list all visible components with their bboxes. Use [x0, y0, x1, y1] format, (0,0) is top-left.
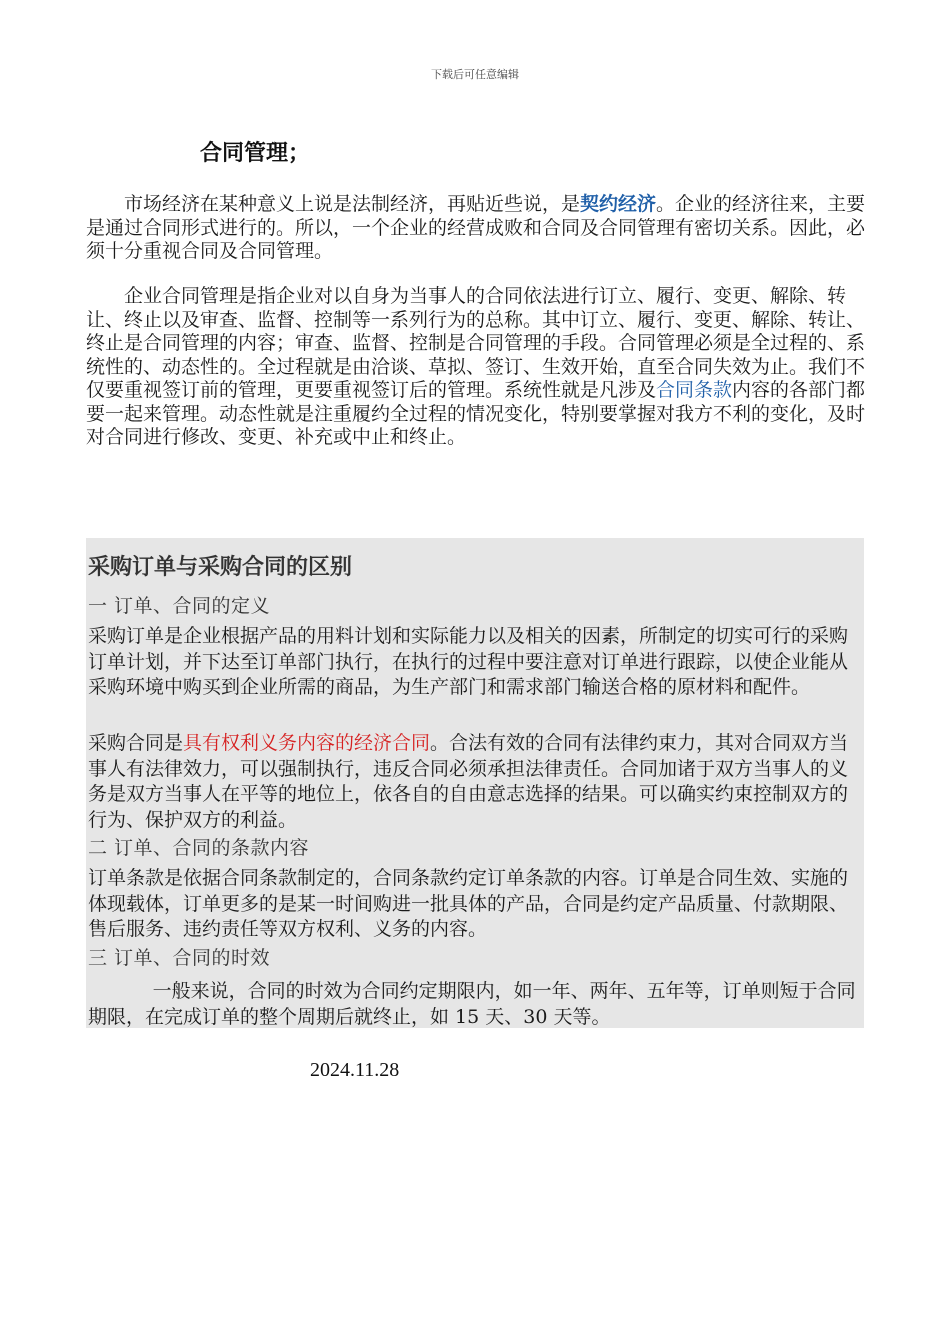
- section-title: 采购订单与采购合同的区别: [88, 555, 353, 580]
- page-title: 合同管理；: [200, 141, 311, 166]
- intro-paragraph-1: [86, 193, 868, 264]
- header-note: 下载后可任意编辑: [431, 68, 519, 81]
- intro-p1-text-after: 。企业的经济往来，主要是通过合同形式进行的。所以，一个企业的经营成败和合同及合同管理有密切关系。因此，必须十分重视合同及合同管理。: [86, 193, 866, 262]
- intro-p2-text-before: 企业合同管理是指企业对以自身为当事人的合同依法进行订立、履行、变更、解除、转让、终止以及审查、监督、控制等一系列行为的总称。其中订立、履行、变更、解除、转让、终止是合同管理的内容；审查、监督、控制是合同管理的手段。合同管理必须是全过程的、系统性的、动态性的。全过程就是由洽谈、草拟、签订、生效开始，直至合同失效为止。我们不仅要重视签订前的管理，更要重视签订后的管理。系统性就是凡涉及: [86, 285, 866, 401]
- validity-paragraph: 一般来说，合同的时效为合同约定期限内，如一年、两年、五年等，订单则短于合同期限，在完成订单的整个周期后就终止，如 15 天、30 天等。: [88, 980, 856, 1028]
- subheading-validity: 三 订单、合同的时效: [88, 947, 271, 969]
- purchase-order-definition: 采购订单是企业根据产品的用料计划和实际能力以及相关的因素，所制定的切实可行的采购订单计划，并下达至订单部门执行，在执行的过程中要注意对订单进行跟踪，以使企业能从采购环境中购买到企业所需的商品，为生产部门和需求部门输送合格的原材料和配件。: [88, 625, 849, 698]
- subheading-definition: 一 订单、合同的定义: [88, 595, 271, 617]
- contract-economy-link[interactable]: 契约经济: [580, 193, 657, 215]
- intro-p2-text-after: 内容的各部门都要一起来管理。动态性就是注重履约全过程的情况变化，特别要掌握对我方不利的变化，及时对合同进行修改、变更、补充或中止和终止。: [86, 379, 866, 448]
- economic-contract-highlight: 具有权利义务内容的经济合同: [183, 732, 431, 754]
- terms-paragraph: 订单条款是依据合同条款制定的，合同条款约定订单条款的内容。订单是合同生效、实施的体现载体，订单更多的是某一时间购进一批具体的产品，合同是约定产品质量、付款期限、售后服务、违约责任等双方权利、义务的内容。: [88, 867, 849, 940]
- contract-terms-link[interactable]: 合同条款: [656, 379, 733, 401]
- contract-def-text-after: 。合法有效的合同有法律约束力，其对合同双方当事人有法律效力，可以强制执行，违反合同必须承担法律责任。合同加诸于双方当事人的义务是双方当事人在平等的地位上，依各自的自由意志选择的结果。可以确实约束控制双方的行为、保护双方的利益。: [88, 732, 849, 831]
- document-date: 2024.11.28: [310, 1059, 400, 1081]
- purchase-contract-definition: [88, 731, 858, 833]
- intro-p1-text-before: 市场经济在某种意义上说是法制经济，再贴近些说，是: [124, 193, 581, 215]
- intro-paragraph-2: [86, 285, 868, 450]
- contract-def-text-before: 采购合同是: [88, 732, 184, 754]
- subheading-terms: 二 订单、合同的条款内容: [88, 837, 310, 859]
